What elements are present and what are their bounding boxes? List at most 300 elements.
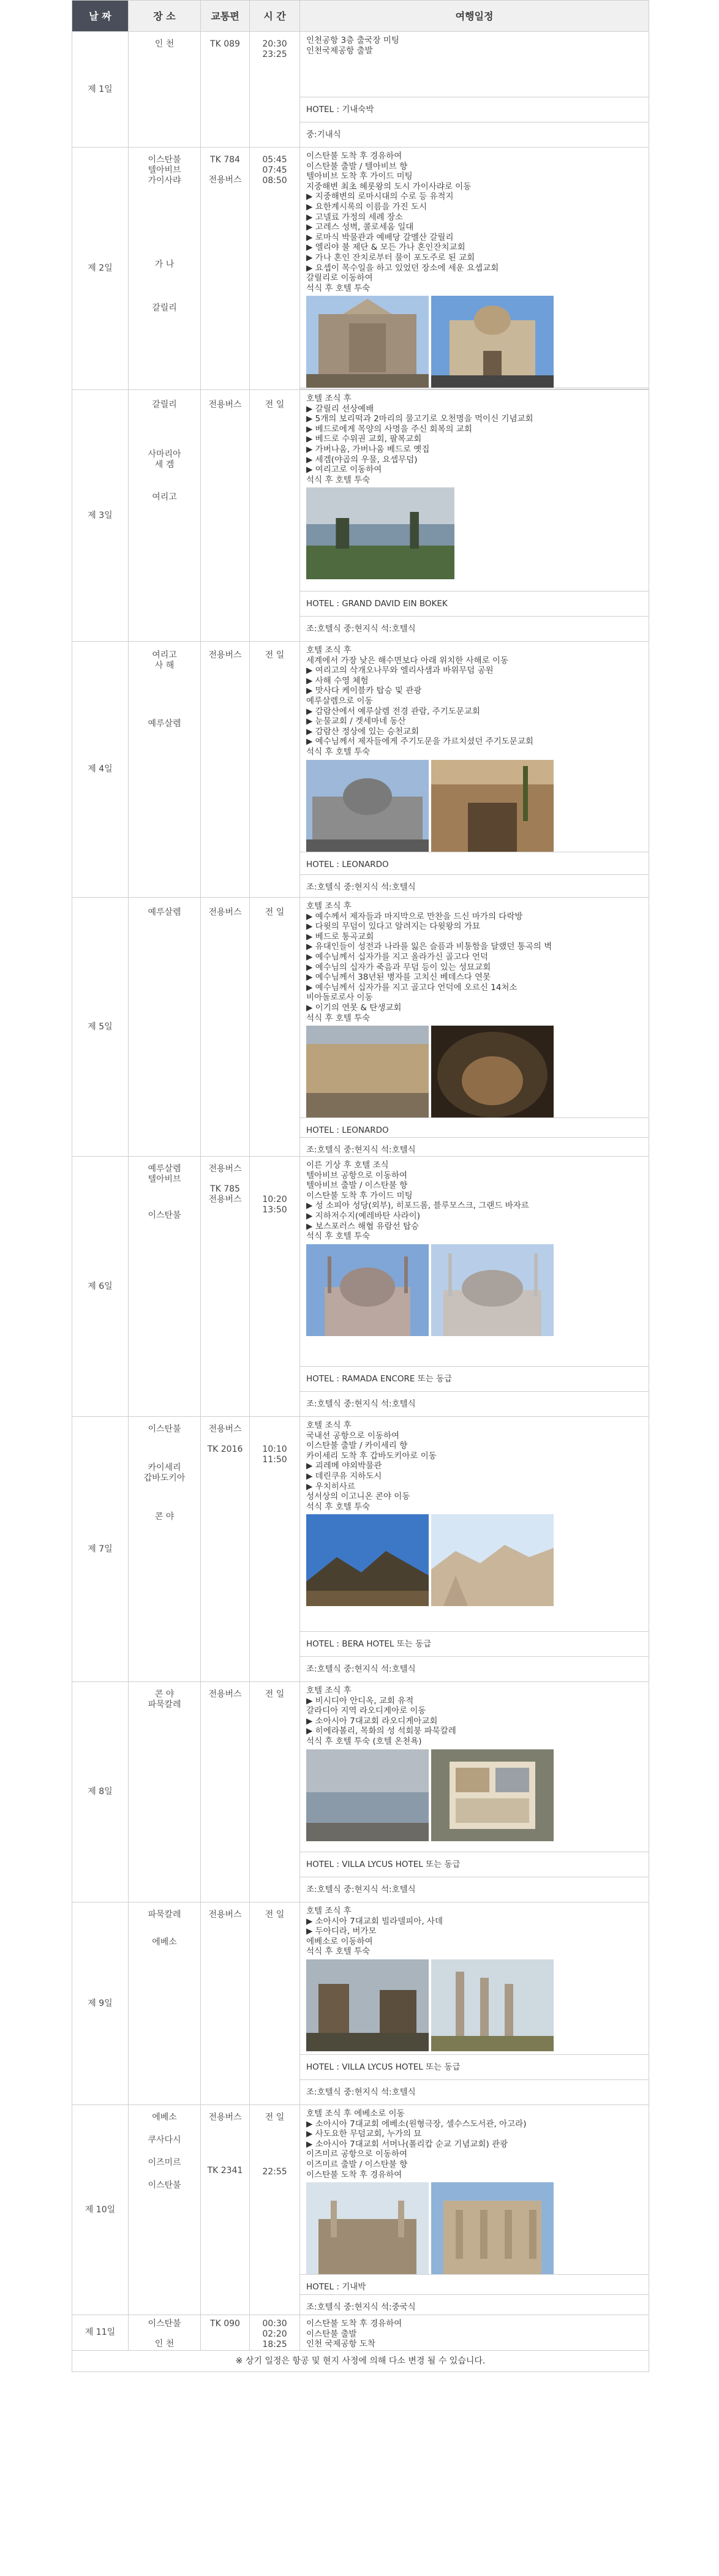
transport-name: 전용버스: [208, 2112, 242, 2122]
transport-cell: [201, 32, 250, 148]
place-name: 이스탄불: [148, 2180, 181, 2190]
header-schedule: 여행일정: [300, 1, 649, 32]
schedule-line: 인천 국제공항 도착: [306, 2339, 375, 2349]
place-cell: [129, 32, 201, 148]
day-row: [72, 1157, 649, 1417]
schedule-cell: [300, 2315, 649, 2351]
schedule-line: 석식 후 호텔 투숙: [306, 1231, 371, 1242]
photo-church1: [306, 296, 429, 388]
schedule-line: 세계에서 가장 낮은 해수면보다 아래 위치한 사해로 이동: [306, 655, 508, 666]
schedule-line: ▶ 우치히사르: [306, 1481, 355, 1492]
schedule-box: [300, 1417, 649, 1681]
place-cell-stack: [129, 1902, 200, 1948]
photo-ruins3: [306, 2182, 429, 2274]
schedule-line: 석식 후 호텔 투숙: [306, 283, 371, 293]
schedule-box: [300, 1157, 649, 1416]
header-time: 시 간: [250, 1, 300, 32]
schedule-line: ▶ 여리고로 이동하여: [306, 465, 382, 475]
header-place: 장 소: [129, 1, 201, 32]
schedule-line: 호텔 조식 후: [306, 1906, 352, 1916]
schedule-line: ▶ 예수께서 제자들과 마지막으로 만찬을 드신 마가의 다락방: [306, 911, 523, 922]
schedule-box: [300, 2105, 649, 2315]
place-name: 가이사랴: [148, 176, 181, 186]
schedule-line: ▶ 고넬료 가정의 세례 장소: [306, 212, 403, 222]
schedule-line: ▶ 두아디라, 버가모: [306, 1926, 377, 1937]
photo-board: [431, 1749, 554, 1841]
schedule-line: 비아돌로로사 이동: [306, 993, 373, 1003]
time-value: 05:45: [262, 155, 287, 165]
time-cell: [250, 898, 300, 1157]
day-label: 제 7일: [72, 1417, 129, 1682]
schedule-cell: [300, 32, 649, 148]
time-cell: [250, 1902, 300, 2105]
transport-cell: [201, 2105, 250, 2315]
time-value: 전 일: [265, 2112, 285, 2122]
place-cell-stack: [129, 1417, 200, 1522]
schedule-line: ▶ 소아시아 7대교회 에베소(원형극장, 셀수스도서관, 아고라): [306, 2119, 527, 2129]
schedule-cell: [300, 1417, 649, 1682]
transport-name: 전용버스: [208, 907, 242, 917]
place-cell-stack: [129, 390, 200, 503]
day-label: 제 10일: [72, 2105, 129, 2315]
time-value: 00:30: [262, 2319, 287, 2329]
schedule-line: ▶ 다윗의 무덤이 있다고 알려지는 다윗왕의 가묘: [306, 922, 480, 932]
schedule-box: [300, 1902, 649, 2105]
photo-mosque1: [306, 1244, 429, 1336]
schedule-line: ▶ 지중해변의 로마시대의 수로 등 유적지: [306, 192, 454, 202]
place-cell: [129, 1682, 201, 1902]
day-row: [72, 642, 649, 898]
photo-cave: [431, 1026, 554, 1117]
time-cell: [250, 148, 300, 390]
schedule-cell: [300, 390, 649, 642]
place-cell: [129, 2105, 201, 2315]
transport-cell: [201, 2315, 250, 2351]
day-row: [72, 32, 649, 148]
transport-cell: [201, 1157, 250, 1417]
transport-name: TK 784: [210, 155, 240, 165]
place-name: 여리고: [152, 492, 177, 502]
schedule-line: 에베소로 이동하여: [306, 1936, 373, 1947]
photo-mosque2: [431, 1244, 554, 1336]
place-name: 가 나: [154, 260, 175, 269]
schedule-line: ▶ 로마식 박물관과 예배당 갈멜산 갈릴리: [306, 232, 454, 242]
schedule-line: ▶ 엘리야 불 제단 & 모든 가나 혼인잔치교회: [306, 242, 465, 253]
schedule-line: 석식 후 호텔 투숙: [306, 746, 371, 757]
time-cell-stack: [250, 148, 299, 186]
schedule-line: 국내선 공항으로 이동하여: [306, 1430, 400, 1441]
schedule-line: ▶ 베드로에게 목양의 사명을 주신 회복의 교회: [306, 424, 472, 434]
place-name: 파묵칼레: [148, 1910, 181, 1920]
schedule-cell: [300, 1157, 649, 1417]
transport-name: TK 2016: [207, 1444, 243, 1454]
schedule-spacer: [300, 58, 649, 97]
time-cell-stack: [250, 1902, 299, 1920]
photo-church2: [431, 296, 554, 388]
time-cell-stack: [250, 390, 299, 410]
place-name: 인 천: [154, 39, 175, 49]
transport-cell-stack: [201, 32, 249, 50]
schedule-line: 갈라디아 지역 라오디게아로 이동: [306, 1706, 426, 1716]
schedule-line: 지중해변 최초 헤롯왕의 도시 가이사랴로 이동: [306, 181, 472, 192]
transport-name: TK 089: [210, 39, 240, 49]
schedule-line: 호텔 조식 후: [306, 1686, 352, 1695]
schedule-cell: [300, 1682, 649, 1902]
day-row: [72, 148, 649, 390]
time-value: 전 일: [265, 650, 285, 660]
transport-name: 전용버스: [208, 175, 242, 185]
hotel-info: HOTEL : VILLA LYCUS HOTEL 또는 동급: [300, 1852, 649, 1877]
schedule-line: 이스탄불 도착 후 경유하여: [306, 151, 402, 161]
place-name: 쿠사다시: [148, 2135, 181, 2145]
schedule-lines: [300, 2315, 649, 2352]
transport-name: TK 090: [210, 2319, 240, 2329]
place-name: 이스탄불: [148, 2319, 181, 2329]
photo-arch: [431, 760, 554, 852]
schedule-spacer: [300, 579, 649, 591]
schedule-cell: [300, 898, 649, 1157]
schedule-line: 이스탄불 출발 / 카이세리 향: [306, 1441, 408, 1451]
time-cell-stack: [250, 1682, 299, 1700]
schedule-line: 이른 기상 후 호텔 조식: [306, 1160, 389, 1170]
place-name: 텔아비브: [148, 1174, 181, 1184]
day-label: 제 6일: [72, 1157, 129, 1417]
schedule-line: 호텔 조식 후 에베소로 이동: [306, 2109, 405, 2119]
time-value: 전 일: [265, 1910, 285, 1920]
transport-cell: [201, 1902, 250, 2105]
schedule-line: 인천국제공항 출발: [306, 45, 373, 56]
schedule-line: ▶ 성 소피아 성당(외부), 히포드롬, 블루모스크, 그랜드 바자르: [306, 1201, 529, 1211]
hotel-info: HOTEL : RAMADA ENCORE 또는 동급: [300, 1366, 649, 1391]
header-date: 날 짜: [72, 1, 129, 32]
transport-name: 전용버스: [208, 400, 242, 410]
time-cell-stack: [250, 1417, 299, 1465]
place-name: 에베소: [152, 1937, 177, 1947]
place-cell: [129, 148, 201, 390]
schedule-line: ▶ 사도요한 무덤교회, 누가의 묘: [306, 2129, 422, 2139]
place-cell-stack: [129, 642, 200, 729]
place-cell: [129, 2315, 201, 2351]
day-label: 제 1일: [72, 32, 129, 148]
place-name: 갑바도키아: [143, 1473, 186, 1483]
time-value: 13:50: [262, 1205, 287, 1215]
schedule-line: ▶ 이기의 연못 & 탄생교회: [306, 1002, 402, 1013]
header-row: [72, 1, 649, 32]
place-name: 텔아비브: [148, 165, 181, 175]
schedule-box: [300, 1682, 649, 1902]
photo-strip: [300, 760, 649, 852]
schedule-line: ▶ 예수님께서 38년된 병자를 고치신 베데스다 연못: [306, 972, 491, 983]
place-name: 여리고: [152, 650, 177, 660]
transport-name: 전용버스: [208, 650, 242, 660]
day-row: [72, 898, 649, 1157]
place-cell: [129, 1157, 201, 1417]
schedule-box: [300, 898, 649, 1156]
transport-name: 전용버스: [208, 1689, 242, 1699]
schedule-spacer: [300, 1336, 649, 1366]
place-name: 인 천: [154, 2339, 175, 2349]
schedule-line: 이스탄불 출발 / 텔아비브 향: [306, 161, 408, 171]
schedule-lines: [300, 2105, 649, 2182]
time-value: 10:10: [262, 1444, 287, 1454]
place-name: 파묵칼레: [148, 1700, 181, 1710]
photo-strip: [300, 487, 649, 579]
schedule-line: 성서상의 이고니온 콘야 이동: [306, 1492, 410, 1502]
schedule-line: ▶ 데린쿠유 지하도시: [306, 1471, 382, 1481]
schedule-line: 이스탄불 출발: [306, 2329, 357, 2339]
schedule-line: 호텔 조식 후: [306, 1421, 352, 1430]
time-value: 20:30: [262, 39, 287, 49]
transport-cell-stack: [201, 1157, 249, 1205]
place-name: 예루살렘: [148, 907, 181, 917]
photo-strip: [300, 1026, 649, 1117]
day-label: 제 2일: [72, 148, 129, 390]
place-name: 콘 야: [154, 1689, 175, 1699]
schedule-line: ▶ 유대인들이 성전과 나라를 잃은 슬픔과 비통함을 달랬던 통곡의 벽: [306, 942, 552, 952]
place-cell-stack: [129, 32, 200, 50]
transport-cell-stack: [201, 148, 249, 186]
day-row: [72, 390, 649, 642]
photo-strip: [300, 1749, 649, 1841]
transport-name: 전용버스: [208, 1424, 242, 1434]
schedule-line: ▶ 사해 수영 체험: [306, 675, 369, 686]
schedule-line: 석식 후 호텔 투숙: [306, 1947, 371, 1957]
schedule-line: 인천공항 3층 출국장 미팅: [306, 36, 399, 45]
schedule-line: ▶ 갈릴리 선상예배: [306, 404, 374, 414]
schedule-line: ▶ 비시디아 안디옥, 교회 유적: [306, 1695, 414, 1706]
time-value: 23:25: [262, 50, 287, 59]
place-name: 이스탄불: [148, 155, 181, 165]
photo-strip: [300, 1244, 649, 1336]
place-name: 사 해: [154, 661, 175, 670]
schedule-line: ▶ 세겜(야곱의 우물, 요셉무덤): [306, 454, 418, 465]
header-transport: 교통편: [201, 1, 250, 32]
day-row: [72, 2105, 649, 2315]
schedule-cell: [300, 2105, 649, 2315]
place-name: 세 겜: [154, 460, 175, 470]
schedule-line: 이스탄불 도착 후 경유하여: [306, 2169, 402, 2180]
place-name: 예루살렘: [148, 1164, 181, 1174]
schedule-spacer: [300, 1606, 649, 1631]
day-row: [72, 1682, 649, 1902]
place-cell: [129, 390, 201, 642]
schedule-line: ▶ 베드로 수위권 교회, 팔복교회: [306, 434, 422, 445]
transport-name: 전용버스: [208, 1195, 242, 1204]
schedule-line: ▶ 감람산 정상에 있는 승천교회: [306, 726, 420, 737]
transport-cell: [201, 390, 250, 642]
transport-cell: [201, 1417, 250, 1682]
schedule-line: ▶ 지하저수지(예레바탄 사라이): [306, 1211, 420, 1221]
time-cell-stack: [250, 32, 299, 60]
schedule-line: 석식 후 호텔 투숙 (호텔 온천욕): [306, 1736, 422, 1746]
meals-info: 조:호텔식 중:현지식 석:호텔식: [300, 1656, 649, 1681]
schedule-line: 호텔 조식 후: [306, 901, 352, 911]
schedule-line: ▶ 소아시아 7대교회 서머나(폴리캅 순교 기념교회) 관광: [306, 2139, 508, 2149]
time-value: 02:20: [262, 2329, 287, 2339]
schedule-lines: [300, 390, 649, 487]
place-name: 콘 야: [154, 1512, 175, 1522]
schedule-line: 카이세리 도착 후 갑바도키아로 이동: [306, 1451, 437, 1461]
photo-dome: [306, 760, 429, 852]
itinerary-table: [72, 0, 649, 2372]
photo-ruins1: [306, 1959, 429, 2051]
time-value: 07:45: [262, 165, 287, 175]
schedule-line: ▶ 가버나움, 가버나움 베드로 옛집: [306, 444, 430, 454]
transport-cell: [201, 898, 250, 1157]
photo-strip: [300, 1959, 649, 2051]
time-cell: [250, 2105, 300, 2315]
schedule-line: ▶ 여리고의 삭개오나무와 엘리사샘과 바위무덤 공원: [306, 666, 494, 676]
time-value: 11:50: [262, 1455, 287, 1465]
schedule-line: ▶ 눈물교회 / 겟세마네 동산: [306, 716, 406, 727]
meals-info: 중:기내식: [300, 122, 649, 147]
hotel-info: HOTEL : VILLA LYCUS HOTEL 또는 동급: [300, 2054, 649, 2079]
transport-cell-stack: [201, 1682, 249, 1700]
meals-info: 조:호텔식 중:현지식 석:호텔식: [300, 2079, 649, 2105]
hotel-info: HOTEL : 기내박: [300, 2274, 649, 2294]
schedule-line: 호텔 조식 후: [306, 394, 352, 404]
place-name: 이즈미르: [148, 2158, 181, 2168]
schedule-cell: [300, 148, 649, 390]
day-label: 제 8일: [72, 1682, 129, 1902]
time-value: 08:50: [262, 176, 287, 186]
place-cell: [129, 1902, 201, 2105]
place-name: 갈릴리: [152, 303, 177, 313]
place-cell: [129, 898, 201, 1157]
schedule-lines: [300, 1902, 649, 1959]
schedule-line: ▶ 요한계시록의 이름을 가진 도시: [306, 201, 427, 212]
place-name: 이스탄불: [148, 1424, 181, 1434]
meals-info: 조:호텔식 중:현지식 석:호텔식: [300, 1391, 649, 1416]
place-cell-stack: [129, 2105, 200, 2191]
place-cell-stack: [129, 2315, 200, 2349]
schedule-line: ▶ 히에라볼리, 목화의 성 석회붕 파묵칼레: [306, 1726, 456, 1737]
schedule-cell: [300, 1902, 649, 2105]
schedule-line: ▶ 예수님께서 제자들에게 주기도문을 가르치셨던 주기도문교회: [306, 737, 533, 747]
schedule-box: [300, 2315, 649, 2349]
place-cell-stack: [129, 1682, 200, 1710]
time-cell-stack: [250, 898, 299, 918]
place-cell: [129, 642, 201, 898]
day-row: [72, 1417, 649, 1682]
day-row: [72, 1902, 649, 2105]
photo-valley1: [306, 1514, 429, 1606]
time-value: 22:55: [262, 2167, 287, 2177]
schedule-line: ▶ 베드로 통곡교회: [306, 931, 374, 942]
place-name: 갈릴리: [152, 400, 177, 410]
schedule-box: [300, 390, 649, 641]
schedule-cell: [300, 642, 649, 898]
schedule-line: 예루살렘으로 이동: [306, 696, 373, 706]
schedule-line: 이즈미르 출발 / 이스탄불 향: [306, 2159, 408, 2169]
schedule-lines: [300, 1417, 649, 1514]
photo-seaside: [306, 1749, 429, 1841]
place-name: 예루살렘: [148, 719, 181, 729]
place-name: 사마리아: [148, 449, 181, 459]
transport-cell: [201, 1682, 250, 1902]
transport-name: 전용버스: [208, 1164, 242, 1174]
hotel-info: HOTEL : LEONARDO: [300, 852, 649, 874]
meals-info: 조:호텔식 중:현지식 석:호텔식: [300, 1877, 649, 1902]
schedule-line: 이스탄불 도착 후 가이드 미팅: [306, 1190, 413, 1201]
day-label: 제 3일: [72, 390, 129, 642]
photo-library: [431, 2182, 554, 2274]
time-value: 10:20: [262, 1195, 287, 1204]
schedule-line: 석식 후 호텔 투숙: [306, 475, 371, 485]
time-cell-stack: [250, 2315, 299, 2350]
schedule-lines: [300, 1682, 649, 1749]
schedule-line: 석식 후 호텔 투숙: [306, 1501, 371, 1512]
transport-cell-stack: [201, 642, 249, 661]
time-cell-stack: [250, 1157, 299, 1215]
schedule-line: 텔아비브 출발 / 이스탄불 향: [306, 1181, 408, 1191]
day-label: 제 4일: [72, 642, 129, 898]
transport-cell: [201, 148, 250, 390]
schedule-spacer: [300, 1841, 649, 1852]
transport-cell-stack: [201, 898, 249, 918]
hotel-info: HOTEL : BERA HOTEL 또는 동급: [300, 1631, 649, 1656]
hotel-info: HOTEL : 기내숙박: [300, 97, 649, 122]
day-label: 제 5일: [72, 898, 129, 1157]
itinerary-body: [72, 32, 649, 2372]
place-cell-stack: [129, 148, 200, 314]
place-name: 이스탄불: [148, 1211, 181, 1220]
place-name: 에베소: [152, 2112, 177, 2122]
schedule-line: ▶ 예수님께서 십자가를 지고 골고다 언덕에 오르신 14처소: [306, 982, 518, 993]
schedule-line: 호텔 조식 후: [306, 645, 352, 655]
time-cell: [250, 390, 300, 642]
meals-info: 조:호텔식 중:현지식 석:중국식: [300, 2294, 649, 2315]
photo-strip: [300, 1514, 649, 1606]
place-name: 카이세리: [148, 1463, 181, 1473]
place-cell-stack: [129, 1157, 200, 1221]
photo-sea: [306, 487, 454, 579]
photo-wall: [306, 1026, 429, 1117]
schedule-line: ▶ 소아시아 7대교회 빌라델피아, 사데: [306, 1916, 443, 1926]
place-cell: [129, 1417, 201, 1682]
time-cell: [250, 1682, 300, 1902]
schedule-line: ▶ 5개의 보리떡과 2마리의 물고기로 오천명을 먹이신 기념교회: [306, 414, 533, 424]
transport-name: TK 2341: [207, 2166, 243, 2176]
place-cell-stack: [129, 898, 200, 918]
time-cell: [250, 2315, 300, 2351]
time-value: 전 일: [265, 907, 285, 917]
schedule-line: ▶ 고레스 성벽, 콜로세움 일대: [306, 222, 414, 233]
schedule-box: [300, 642, 649, 897]
schedule-line: ▶ 괴레메 야외박물관: [306, 1461, 382, 1471]
schedule-line: 텔아비브 도착 후 가이드 미팅: [306, 171, 413, 182]
photo-strip: [300, 296, 649, 388]
transport-cell-stack: [201, 2105, 249, 2176]
time-cell: [250, 642, 300, 898]
time-cell: [250, 32, 300, 148]
meals-info: 조:호텔식 중:현지식 석:호텔식: [300, 874, 649, 897]
schedule-lines: [300, 1157, 649, 1244]
schedule-line: ▶ 감람산에서 예루살렘 전경 관람, 주기도문교회: [306, 706, 480, 716]
schedule-lines: [300, 148, 649, 296]
photo-ruins2: [431, 1959, 554, 2051]
footnote-row: [72, 2351, 649, 2372]
schedule-lines: [300, 642, 649, 760]
schedule-line: ▶ 맛사다 케이블카 탑승 및 관광: [306, 686, 422, 696]
schedule-box: [300, 148, 649, 389]
schedule-line: 이즈미르 공항으로 이동하여: [306, 2149, 408, 2160]
schedule-line: ▶ 가나 혼인 잔치로부터 물이 포도주로 된 교회: [306, 252, 475, 263]
transport-cell-stack: [201, 1417, 249, 1455]
time-cell: [250, 1417, 300, 1682]
meals-info: 조:호텔식 중:현지식 석:호텔식: [300, 616, 649, 641]
time-cell-stack: [250, 642, 299, 661]
